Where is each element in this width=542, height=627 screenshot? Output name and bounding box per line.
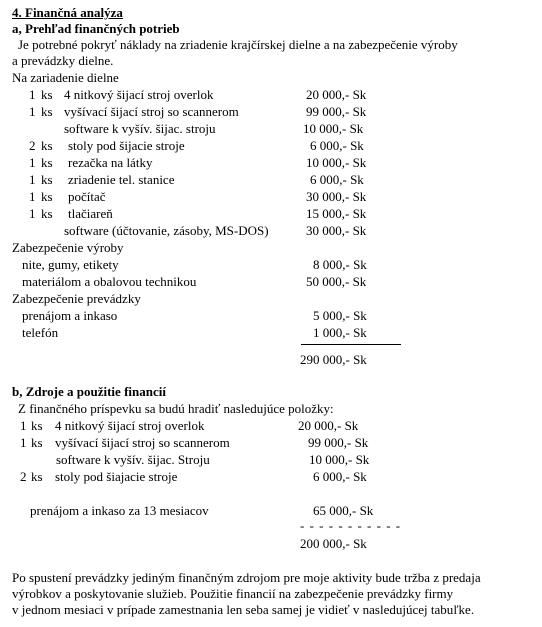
- item-text: software (účtovanie, zásoby, MS-DOS): [64, 223, 269, 238]
- item-unit: ks: [41, 189, 53, 204]
- item-text: zriadenie tel. stanice: [68, 172, 175, 187]
- item-amount: 20 000,- Sk: [306, 87, 367, 102]
- item-amount: 50 000,- Sk: [306, 274, 367, 289]
- item-unit: ks: [41, 138, 53, 153]
- group-label-vyroba: Zabezpečenie výroby: [12, 240, 124, 255]
- item-text: software k vyšív. šijac. stroju: [64, 121, 216, 136]
- item-text: materiálom a obalovou technikou: [22, 274, 197, 289]
- item-qty: 1: [29, 189, 36, 204]
- item-text: 4 nitkový šijací stroj overlok: [64, 87, 214, 102]
- item-text: nite, gumy, etikety: [22, 257, 119, 272]
- item-text: stoly pod šijacie stroje: [68, 138, 185, 153]
- item-text: prenájom a inkaso: [22, 308, 118, 323]
- item-text: software k vyšív. šijac. Stroju: [56, 452, 210, 467]
- item-amount: 6 000,- Sk: [310, 138, 364, 153]
- item-amount: 99 000,- Sk: [306, 104, 367, 119]
- item-qty: 1: [20, 435, 27, 450]
- item-unit: ks: [41, 87, 53, 102]
- item-unit: ks: [31, 435, 43, 450]
- group-label-prevadzka: Zabezpečenie prevádzky: [12, 291, 141, 306]
- item-text: počítač: [68, 189, 106, 204]
- item-amount: 5 000,- Sk: [313, 308, 367, 323]
- sum-rule: [301, 344, 401, 345]
- section-heading: 4. Finančná analýza: [12, 5, 123, 20]
- section-a-title: a, Prehľad finančných potrieb: [12, 21, 180, 36]
- item-amount: 30 000,- Sk: [306, 223, 367, 238]
- section-a-intro-line-2: a prevádzky dielne.: [12, 53, 114, 68]
- item-qty: 1: [29, 172, 36, 187]
- rent-text: prenájom a inkaso za 13 mesiacov: [30, 503, 209, 518]
- section-a-intro-line-1: Je potrebné pokryť náklady na zriadenie krajčírskej dielne a na zabezpečenie výroby: [18, 37, 458, 52]
- sum-dashes: - - - - - - - - - - -: [300, 518, 402, 533]
- item-unit: ks: [41, 104, 53, 119]
- item-qty: 1: [29, 206, 36, 221]
- item-qty: 2: [29, 138, 36, 153]
- item-unit: ks: [41, 172, 53, 187]
- closing-line-1: Po spustení prevádzky jediným finančným zdrojom pre moje aktivity bude tržba z predaja: [12, 570, 481, 585]
- item-unit: ks: [41, 206, 53, 221]
- item-unit: ks: [31, 418, 43, 433]
- item-qty: 1: [29, 87, 36, 102]
- closing-line-2: výrobkov a poskytovanie služieb. Použitie financií na zabezpečenie prevádzky firmy: [12, 586, 454, 601]
- item-amount: 1 000,- Sk: [313, 325, 367, 340]
- section-b-intro: Z finančného príspevku sa budú hradiť nasledujúce položky:: [18, 401, 334, 416]
- item-text: tlačiareň: [68, 206, 113, 221]
- item-amount: 8 000,- Sk: [313, 257, 367, 272]
- section-a-total: 290 000,- Sk: [300, 352, 367, 367]
- section-b-total: 200 000,- Sk: [300, 536, 367, 551]
- item-qty: 1: [20, 418, 27, 433]
- item-text: 4 nitkový šijací stroj overlok: [55, 418, 205, 433]
- item-amount: 20 000,- Sk: [298, 418, 359, 433]
- rent-amount: 65 000,- Sk: [313, 503, 374, 518]
- item-text: rezačka na látky: [68, 155, 153, 170]
- item-text: telefón: [22, 325, 59, 340]
- item-unit: ks: [41, 155, 53, 170]
- section-b-title: b, Zdroje a použitie financií: [12, 384, 166, 399]
- item-amount: 10 000,- Sk: [306, 155, 367, 170]
- item-qty: 1: [29, 155, 36, 170]
- item-amount: 6 000,- Sk: [313, 469, 367, 484]
- item-qty: 2: [20, 469, 27, 484]
- closing-line-3: v jednom mesiaci v prípade zamestnania len seba samej je vidieť v nasledujúcej tabuľke.: [12, 602, 475, 617]
- item-amount: 99 000,- Sk: [308, 435, 369, 450]
- item-amount: 15 000,- Sk: [306, 206, 367, 221]
- item-amount: 30 000,- Sk: [306, 189, 367, 204]
- item-qty: 1: [29, 104, 36, 119]
- item-text: vyšívací šijací stroj so scannerom: [55, 435, 230, 450]
- item-amount: 10 000,- Sk: [303, 121, 364, 136]
- item-amount: 10 000,- Sk: [309, 452, 370, 467]
- item-amount: 6 000,- Sk: [310, 172, 364, 187]
- group-label-dielna: Na zariadenie dielne: [12, 70, 119, 85]
- item-text: vyšívací šijací stroj so scannerom: [64, 104, 239, 119]
- item-text: stoly pod šiajacie stroje: [55, 469, 178, 484]
- item-unit: ks: [31, 469, 43, 484]
